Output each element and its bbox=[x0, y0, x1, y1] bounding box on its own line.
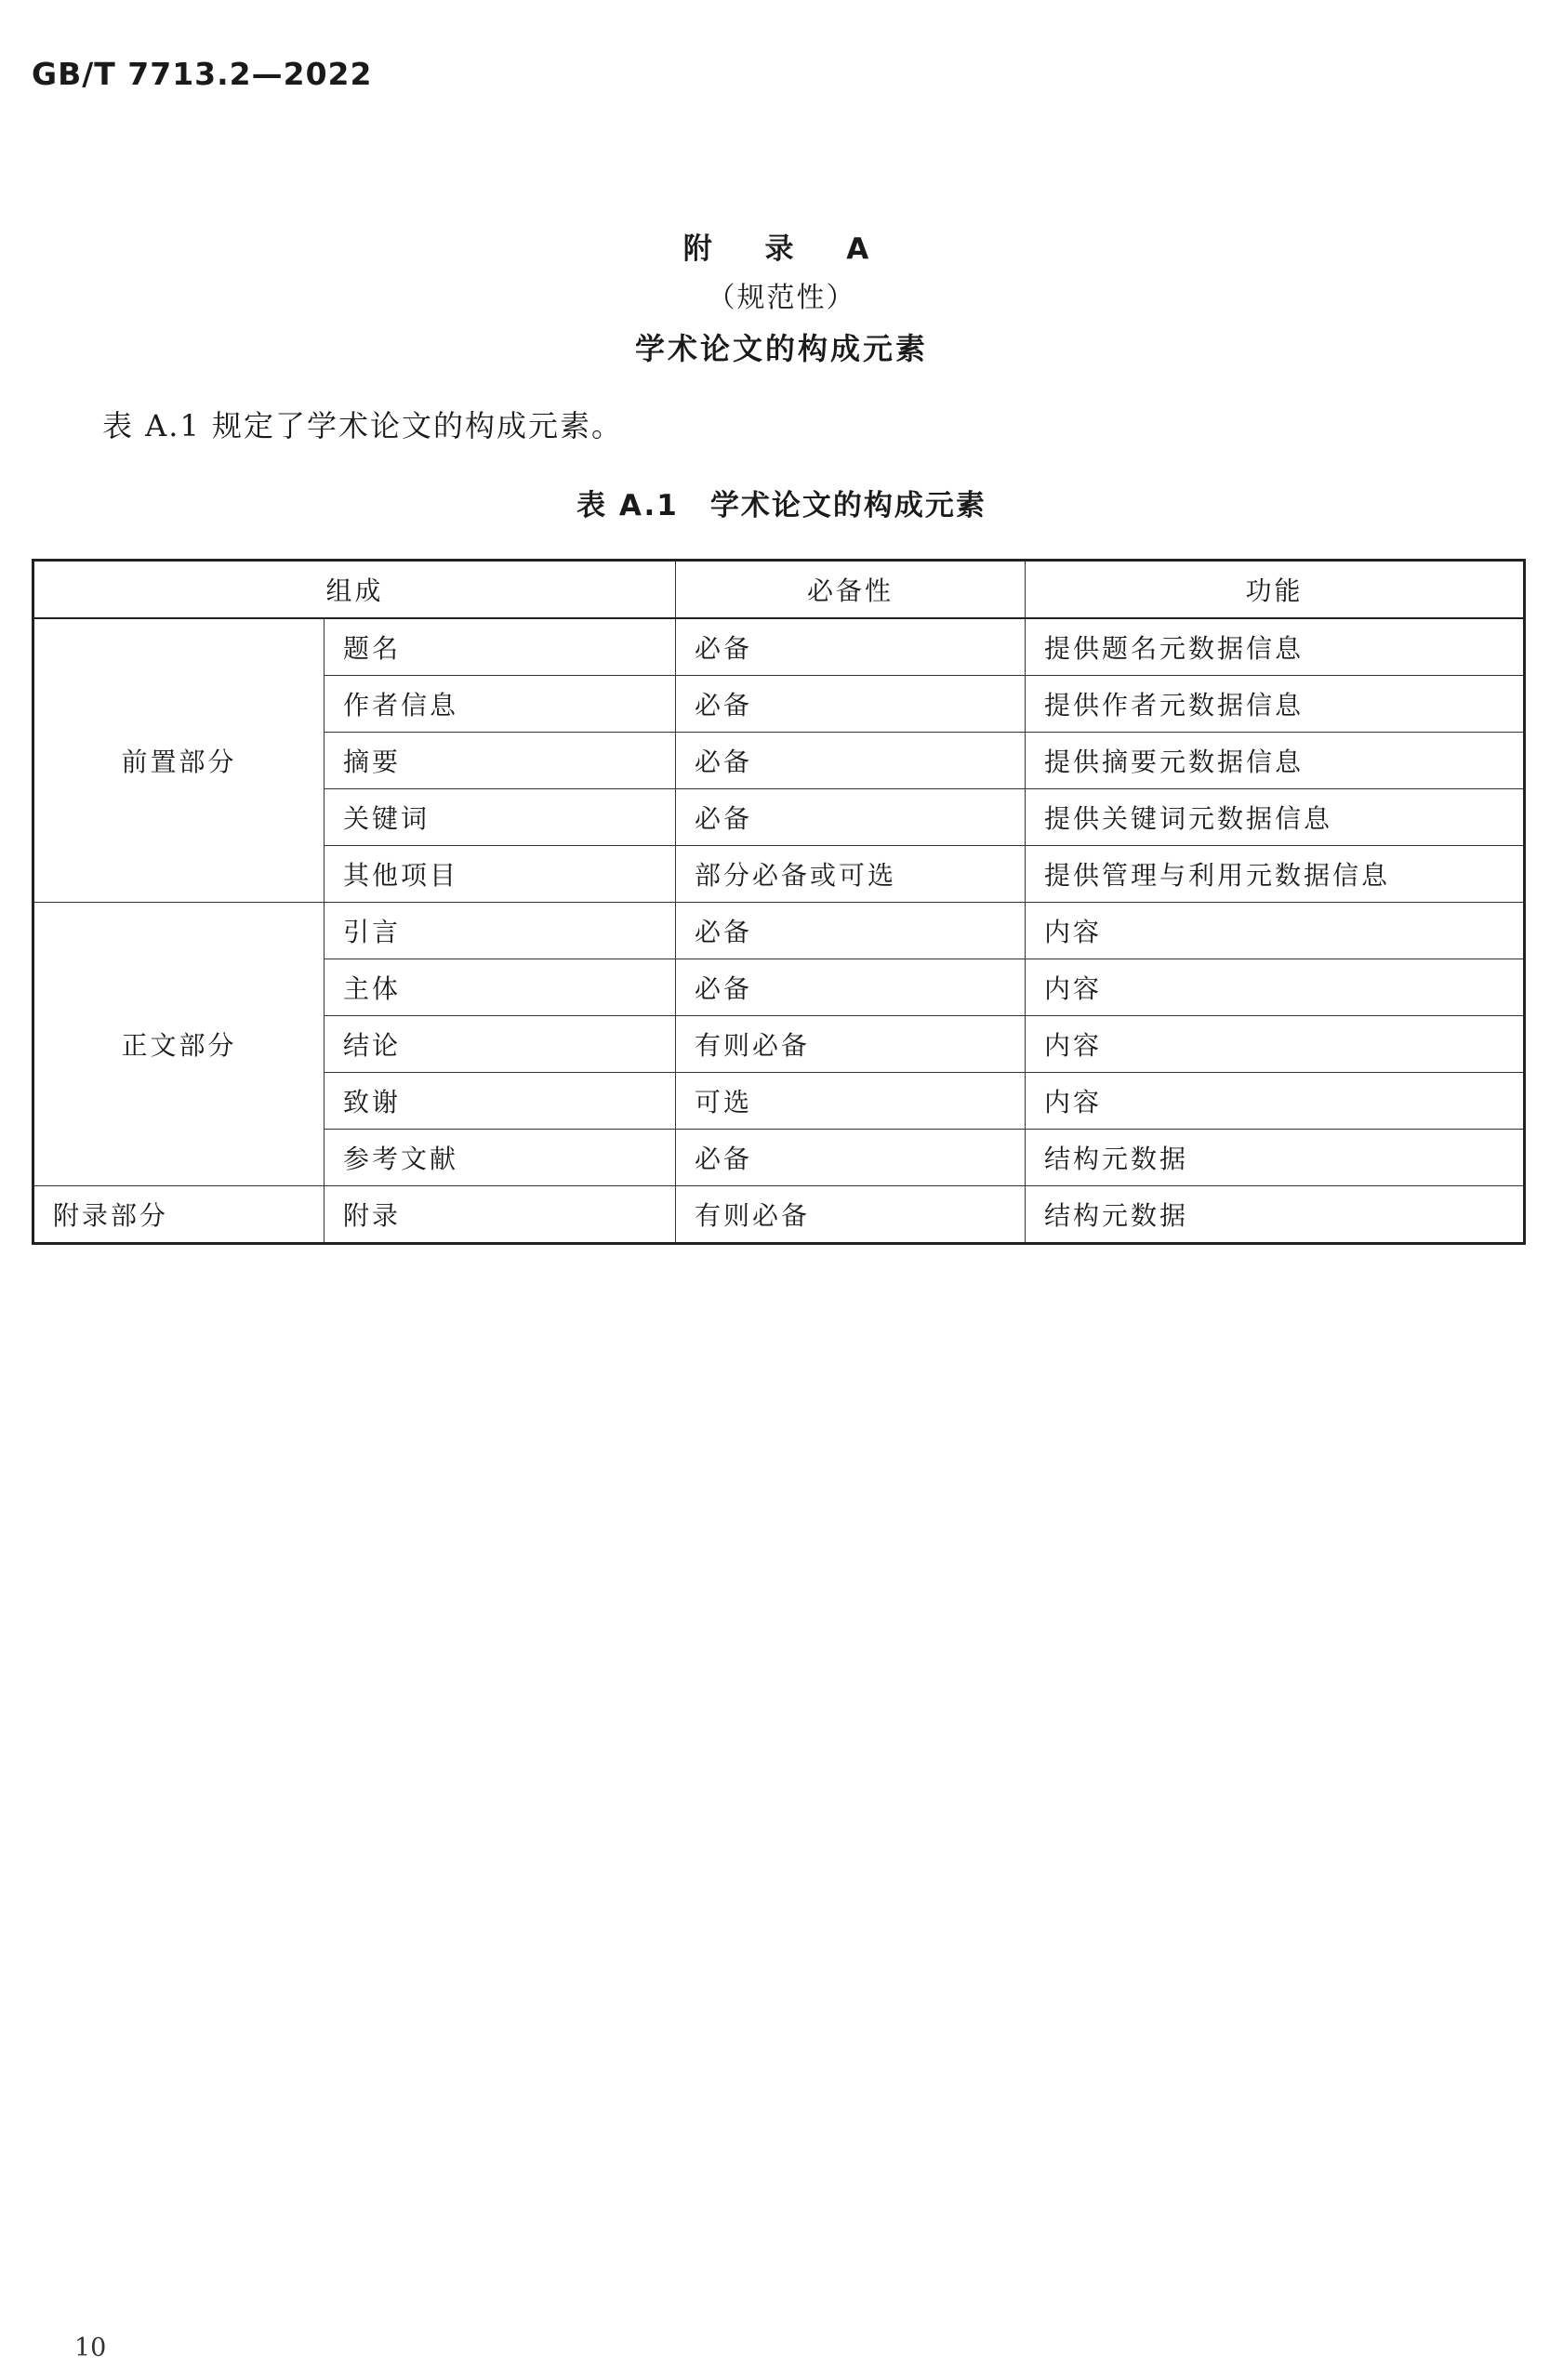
cell-function: 内容 bbox=[1026, 1016, 1525, 1073]
cell-necessity: 必备 bbox=[676, 676, 1026, 733]
cell-item: 引言 bbox=[325, 903, 676, 959]
cell-function: 提供管理与利用元数据信息 bbox=[1026, 846, 1525, 903]
cell-function: 内容 bbox=[1026, 903, 1525, 959]
standard-code: GB/T 7713.2—2022 bbox=[32, 56, 373, 92]
cell-item: 题名 bbox=[325, 618, 676, 676]
cell-function: 内容 bbox=[1026, 959, 1525, 1016]
cell-necessity: 必备 bbox=[676, 789, 1026, 846]
intro-paragraph: 表 A.1 规定了学术论文的构成元素。 bbox=[102, 408, 623, 443]
page-number: 10 bbox=[74, 2334, 107, 2362]
cell-necessity: 可选 bbox=[676, 1073, 1026, 1130]
cell-item: 参考文献 bbox=[325, 1130, 676, 1186]
cell-item: 致谢 bbox=[325, 1073, 676, 1130]
cell-function: 结构元数据 bbox=[1026, 1130, 1525, 1186]
header-function: 功能 bbox=[1026, 561, 1525, 619]
cell-necessity: 必备 bbox=[676, 618, 1026, 676]
table-header-row bbox=[33, 561, 1525, 619]
header-composition: 组成 bbox=[33, 561, 676, 619]
table-caption-title: 学术论文的构成元素 bbox=[709, 489, 987, 522]
cell-item: 结论 bbox=[325, 1016, 676, 1073]
cell-item: 关键词 bbox=[325, 789, 676, 846]
cell-function: 提供题名元数据信息 bbox=[1026, 618, 1525, 676]
group-main-body: 正文部分 bbox=[33, 903, 325, 1186]
cell-item: 附录 bbox=[325, 1186, 676, 1244]
cell-function: 提供关键词元数据信息 bbox=[1026, 789, 1525, 846]
annex-title: 学术论文的构成元素 bbox=[634, 331, 928, 366]
table-row bbox=[33, 1186, 1525, 1244]
cell-item: 作者信息 bbox=[325, 676, 676, 733]
cell-necessity: 必备 bbox=[676, 959, 1026, 1016]
cell-item: 摘要 bbox=[325, 733, 676, 789]
cell-necessity: 有则必备 bbox=[676, 1186, 1026, 1244]
cell-necessity: 必备 bbox=[676, 1130, 1026, 1186]
table-row bbox=[33, 618, 1525, 676]
annex-label: 附 录 A bbox=[682, 232, 881, 266]
cell-item: 其他项目 bbox=[325, 846, 676, 903]
group-appendix: 附录部分 bbox=[33, 1186, 325, 1244]
annex-type: （规范性） bbox=[707, 282, 856, 314]
cell-necessity: 有则必备 bbox=[676, 1016, 1026, 1073]
cell-necessity: 部分必备或可选 bbox=[676, 846, 1026, 903]
cell-item: 主体 bbox=[325, 959, 676, 1016]
cell-function: 结构元数据 bbox=[1026, 1186, 1525, 1244]
cell-necessity: 必备 bbox=[676, 903, 1026, 959]
group-front-matter: 前置部分 bbox=[33, 618, 325, 903]
composition-table bbox=[32, 559, 1526, 1245]
table-caption bbox=[0, 482, 1563, 523]
cell-function: 内容 bbox=[1026, 1073, 1525, 1130]
cell-necessity: 必备 bbox=[676, 733, 1026, 789]
table-caption-number: 表 A.1 bbox=[576, 489, 679, 522]
cell-function: 提供摘要元数据信息 bbox=[1026, 733, 1525, 789]
table-row bbox=[33, 903, 1525, 959]
cell-function: 提供作者元数据信息 bbox=[1026, 676, 1525, 733]
header-necessity: 必备性 bbox=[676, 561, 1026, 619]
